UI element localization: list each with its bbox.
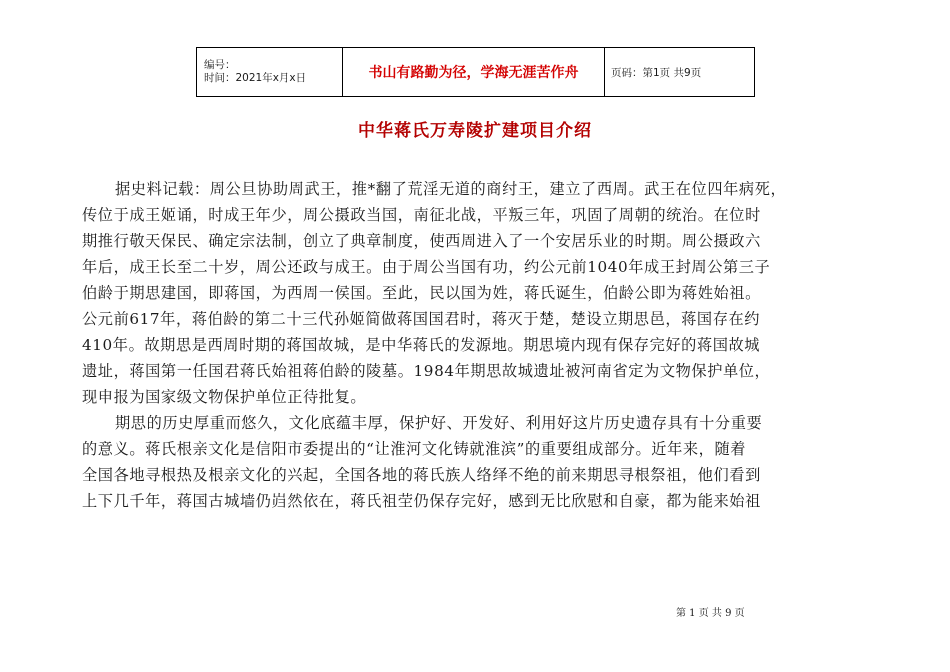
header-motto-cell <box>343 48 605 96</box>
body-line: 的意义。蒋氏根亲文化是信阳市委提出的“让淮河文化铸就淮滨”的重要组成部分。近年来，随着 <box>82 440 747 458</box>
time-label: 时间：2021年x月x日 <box>204 72 307 84</box>
body-line: 期推行敬天保民、确定宗法制，创立了典章制度，使西周进入了一个安居乐业的时期。周公摄政六 <box>82 232 761 250</box>
body-line: 传位于成王姬诵，时成王年少，周公摄政当国，南征北战，平叛三年，巩固了周朝的统治。在位时 <box>82 206 761 224</box>
page-code: 页码：第1页 共9页 <box>611 66 702 79</box>
body-text <box>82 176 882 514</box>
header-table <box>196 47 755 97</box>
body-line: 遗址，蒋国第一任国君蒋氏始祖蒋伯龄的陵墓。1984年期思故城遗址被河南省定为文物保护单位， <box>82 362 771 380</box>
body-line: 全国各地寻根热及根亲文化的兴起，全国各地的蒋氏族人络绎不绝的前来期思寻根祭祖，他们看到 <box>82 466 761 484</box>
motto-text: 书山有路勤为径，学海无涯苦作舟 <box>368 65 579 81</box>
body-line: 上下几千年，蒋国古城墙仍岿然依在，蒋氏祖茔仍保存完好，感到无比欣慰和自豪，都为能来始祖 <box>82 492 761 510</box>
number-label: 编号： <box>204 59 236 71</box>
body-line: 据史料记载：周公旦协助周武王，推*翻了荒淫无道的商纣王，建立了西周。武王在位四年病死， <box>115 180 787 198</box>
body-line: 年后，成王长至二十岁，周公还政与成王。由于周公当国有功，约公元前1040年成王封周公第三子 <box>82 258 771 276</box>
body-line: 公元前617年，蒋伯龄的第二十三代孙姬简做蒋国国君时，蒋灭于楚，楚设立期思邑，蒋国存在约 <box>82 310 761 328</box>
header-page-cell <box>605 48 754 96</box>
body-line: 现申报为国家级文物保护单位正待批复。 <box>82 388 367 406</box>
body-line: 410年。故期思是西周时期的蒋国故城，是中华蒋氏的发源地。期思境内现有保存完好的蒋国故城 <box>82 336 761 354</box>
header-meta-cell <box>197 48 343 96</box>
footer-page-number: 第 1 页 共 9 页 <box>676 608 745 619</box>
document-title: 中华蒋氏万寿陵扩建项目介绍 <box>358 121 592 141</box>
body-line: 伯龄于期思建国，即蒋国，为西周一侯国。至此，民以国为姓，蒋氏诞生，伯龄公即为蒋姓始祖。 <box>82 284 761 302</box>
body-line: 期思的历史厚重而悠久，文化底蕴丰厚，保护好、开发好、利用好这片历史遗存具有十分重要 <box>115 414 763 432</box>
